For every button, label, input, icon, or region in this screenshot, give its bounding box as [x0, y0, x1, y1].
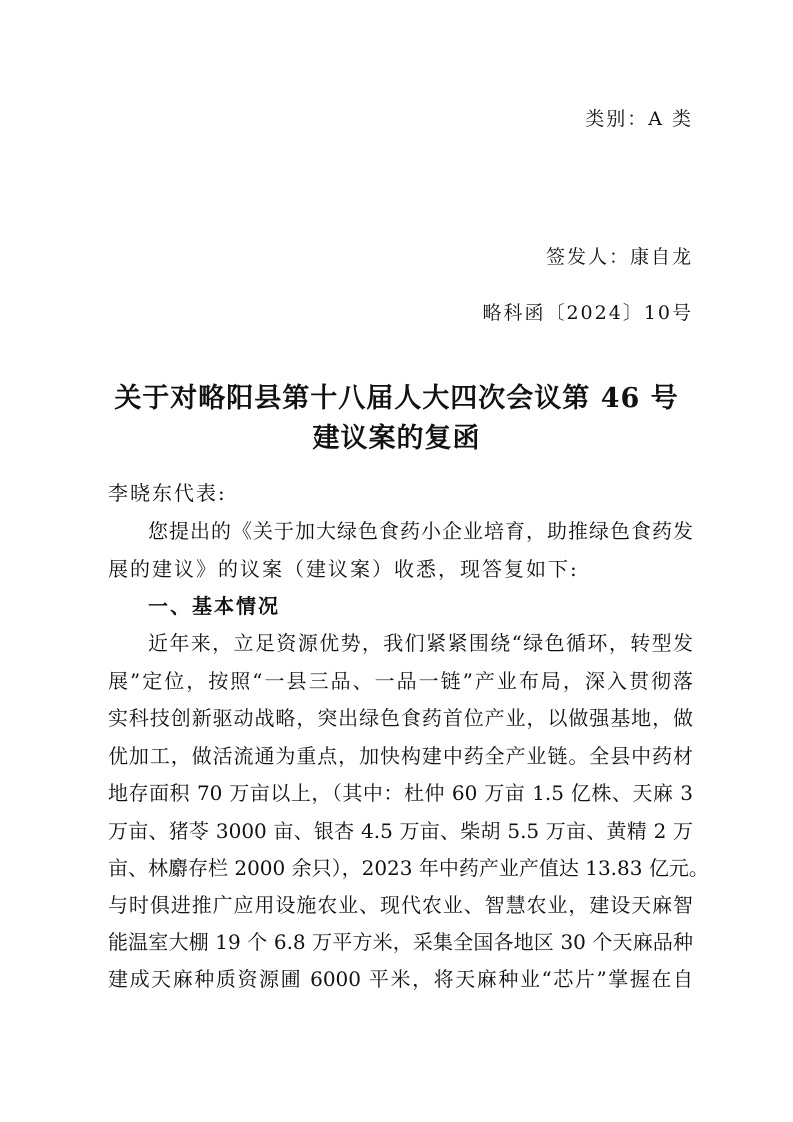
- body-line: 优加工，做活流通为重点，加快构建中药全产业链。全县中药材: [108, 744, 693, 768]
- body-line: 近年来，立足资源优势，我们紧紧围绕“绿色循环，转型发: [148, 631, 693, 655]
- document-number: 略科函〔2024〕10号: [482, 302, 693, 324]
- salutation: 李晓东代表:: [108, 481, 227, 505]
- signer-label: 签发人：康自龙: [545, 246, 693, 268]
- body-line: 万亩、猪苓 3000 亩、银杏 4.5 万亩、柴胡 5.5 万亩、黄精 2 万: [108, 819, 693, 843]
- section-heading: 一、基本情况: [148, 594, 280, 618]
- body-line: 展”定位，按照“一县三品、一品一链”产业布局，深入贯彻落: [108, 669, 693, 693]
- document-title-line-2: 建议案的复函: [312, 423, 481, 454]
- document-title-line-1: 关于对略阳县第十八届人大四次会议第 46 号: [114, 383, 679, 414]
- body-line: 能温室大棚 19 个 6.8 万平方米，采集全国各地区 30 个天麻品种: [108, 930, 693, 954]
- body-line: 与时俱进推广应用设施农业、现代农业、智慧农业，建设天麻智: [108, 893, 693, 917]
- body-line: 展的建议》的议案（建议案）收悉，现答复如下:: [108, 557, 579, 581]
- body-line: 您提出的《关于加大绿色食药小企业培育，助推绿色食药发: [148, 519, 693, 543]
- body-line: 实科技创新驱动战略，突出绿色食药首位产业，以做强基地，做: [108, 706, 693, 730]
- body-line: 亩、林麝存栏 2000 余只），2023 年中药产业产值达 13.83 亿元。: [108, 856, 709, 880]
- category-label: 类别：A 类: [585, 108, 693, 130]
- body-line: 建成天麻种质资源圃 6000 平米，将天麻种业“芯片”掌握在自: [108, 967, 693, 991]
- body-line: 地存面积 70 万亩以上，（其中：杜仲 60 万亩 1.5 亿株、天麻 3: [108, 781, 693, 805]
